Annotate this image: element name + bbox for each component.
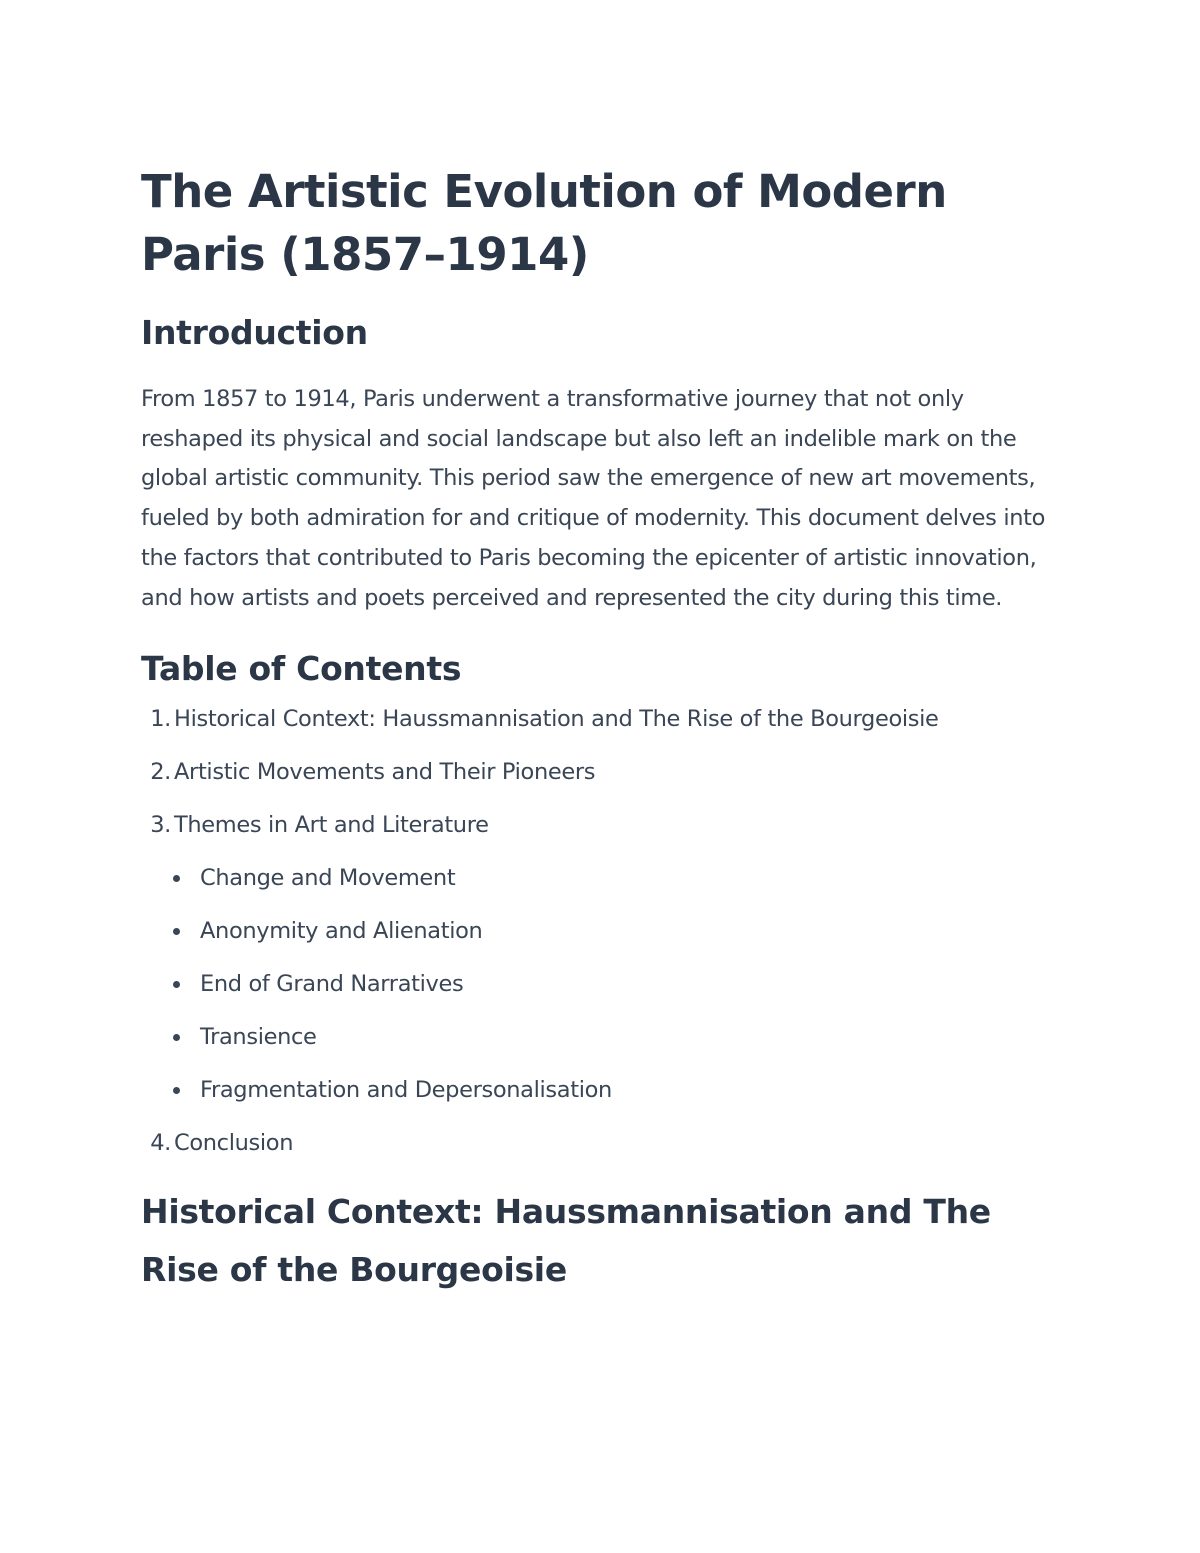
bullet-icon xyxy=(173,875,180,882)
toc-item xyxy=(141,1130,1061,1157)
introduction-heading: Introduction xyxy=(141,313,368,352)
document-page xyxy=(141,160,1061,1299)
bullet-icon xyxy=(173,981,180,988)
toc-item-number: 1. xyxy=(150,706,171,733)
toc-item xyxy=(141,812,1061,839)
toc-subitem xyxy=(141,971,1061,998)
toc-list-continued xyxy=(141,1130,1061,1157)
toc-subitem-label: Transience xyxy=(200,1024,317,1051)
toc-item-label: Conclusion xyxy=(174,1130,294,1157)
toc-subitem xyxy=(141,865,1061,892)
toc-item-label: Themes in Art and Literature xyxy=(174,812,489,839)
introduction-paragraph: From 1857 to 1914, Paris underwent a transformative journey that not only reshaped its physical and social landscape but also left an indelible mark on the global artistic community. This period saw the emergence of new art movements, fueled by both admiration for and critique of modernity. This document delves into the factors that contributed to Paris becoming the epicenter of artistic innovation, and how artists and poets perceived and represented the city during this time. xyxy=(141,386,1046,611)
toc-item-number: 2. xyxy=(150,759,171,786)
bullet-icon xyxy=(173,1087,180,1094)
section-heading: Historical Context: Haussmannisation and The Rise of the Bourgeoisie xyxy=(141,1192,991,1290)
toc-item-label: Historical Context: Haussmannisation and The Rise of the Bourgeoisie xyxy=(174,706,939,733)
toc-subitem xyxy=(141,1024,1061,1051)
toc-subitem xyxy=(141,1077,1061,1104)
bullet-icon xyxy=(173,1034,180,1041)
toc-item-number: 3. xyxy=(150,812,171,839)
toc-subitem-label: Change and Movement xyxy=(200,865,456,892)
toc-subitem xyxy=(141,918,1061,945)
toc-item xyxy=(141,706,1061,733)
toc-sublist xyxy=(141,865,1061,1104)
toc-list xyxy=(141,706,1061,839)
toc-subitem-label: Anonymity and Alienation xyxy=(200,918,483,945)
toc-subitem-label: Fragmentation and Depersonalisation xyxy=(200,1077,612,1104)
document-title: The Artistic Evolution of Modern Paris (1857–1914) xyxy=(141,165,947,281)
toc-heading: Table of Contents xyxy=(141,649,462,689)
toc-subitem-label: End of Grand Narratives xyxy=(200,971,464,998)
toc-item-label: Artistic Movements and Their Pioneers xyxy=(174,759,596,786)
toc-item xyxy=(141,759,1061,786)
bullet-icon xyxy=(173,928,180,935)
toc-item-number: 4. xyxy=(150,1130,171,1157)
